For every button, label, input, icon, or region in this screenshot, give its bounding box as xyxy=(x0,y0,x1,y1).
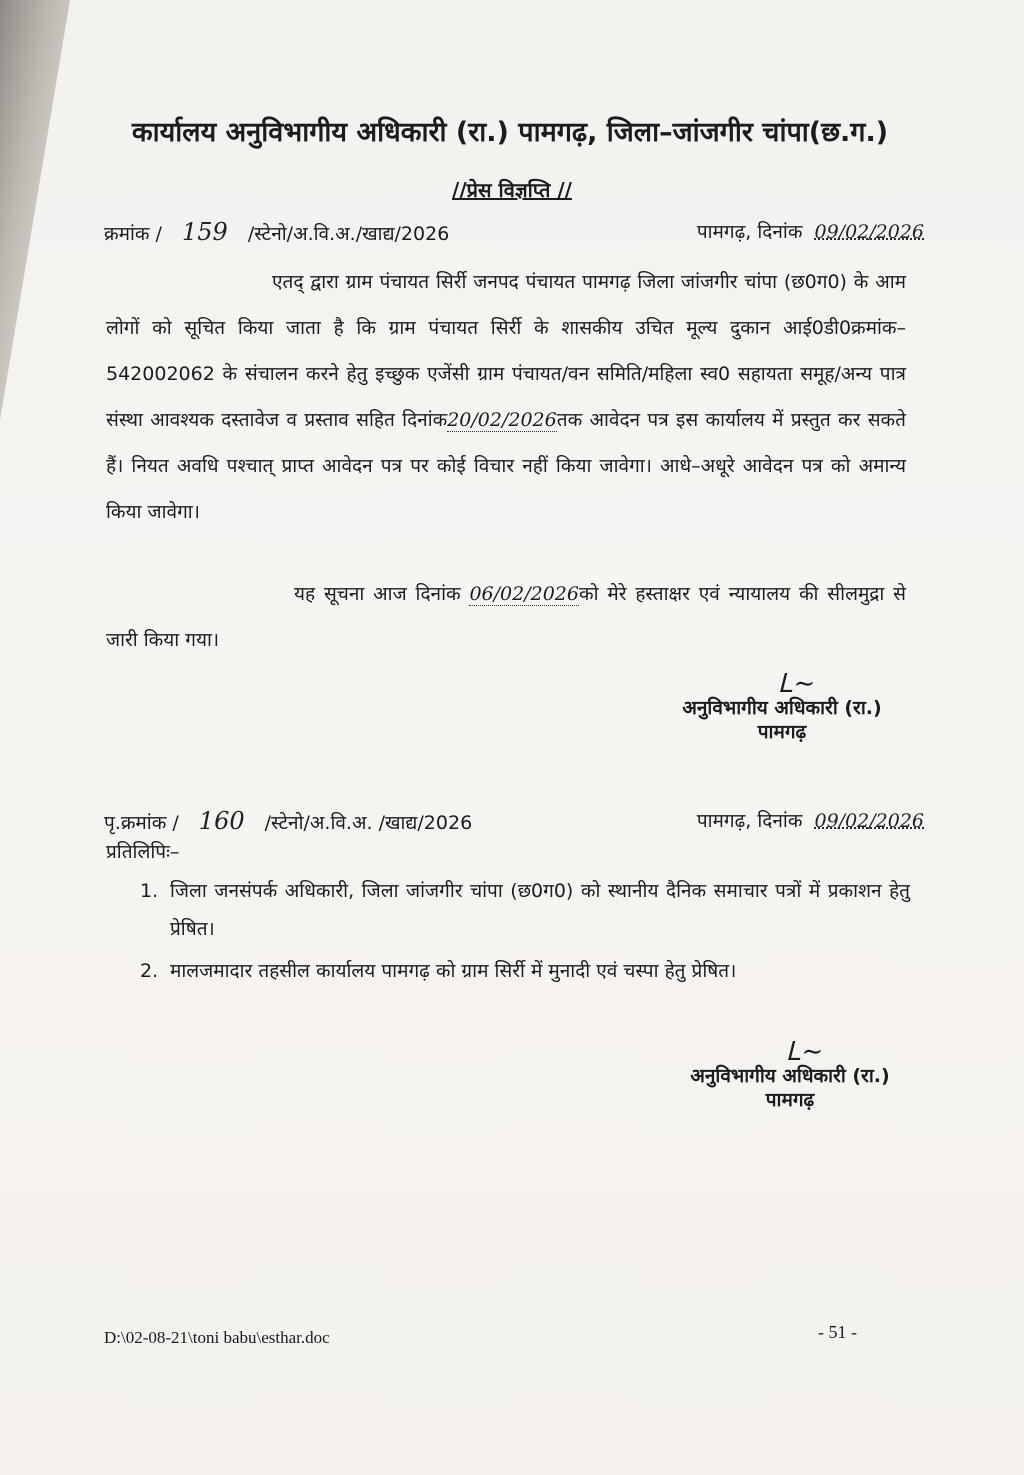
ref-number-handwritten: 159 xyxy=(181,218,228,246)
issue-date-handwritten: 06/02/2026 xyxy=(469,583,579,605)
ref-suffix: /स्टेनो/अ.वि.अ./खाद्य/2026 xyxy=(247,223,450,245)
list-item xyxy=(140,872,910,948)
list-item-text: जिला जनसंपर्क अधिकारी, जिला जांजगीर चांपा (छ0ग0) को स्थानीय दैनिक समाचार पत्रों में प्रकाशन हेतु प्रेषित। xyxy=(170,880,910,940)
list-number: 2. xyxy=(140,960,159,982)
signatory-designation-2: अनुविभागीय अधिकारी (रा.) xyxy=(690,1065,890,1087)
copy-place-date xyxy=(697,807,924,833)
issue-text-2: को मेरे हस्ताक्षर एवं न्यायालय की सीलमुद्रा से जारी किया गया। xyxy=(106,583,907,651)
office-title: कार्यालय अनुविभागीय अधिकारी (रा.) पामगढ़, जिला–जांजगीर चांपा(छ.ग.) xyxy=(131,117,889,148)
copy-reference-line xyxy=(104,807,924,835)
copy-ref-number-handwritten: 160 xyxy=(198,807,245,835)
copy-ref-prefix: पृ.क्रमांक / xyxy=(104,812,179,834)
notice-text-1: एतद् द्वारा ग्राम पंचायत सिर्री जनपद पंचायत पामगढ़ जिला जांजगीर चांपा (छ0ग0) के आम लोगों को सूचित किया जाता है कि ग्राम पंचायत सिर्री के शासकीय उचित मूल्य दुकान आई0डी0क्रमांक–542002062 के संचालन करने हेतु इच्छुक एजेंसी ग्राम पंचायत/वन समिति/महिला स्व0 सहायता समूह/अन्य पात्र संस्था आवश्यक दस्तावेज व प्रस्ताव सहित दिनांक xyxy=(106,271,906,431)
page-number: - 51 - xyxy=(818,1322,857,1342)
page-edge-shadow xyxy=(0,0,70,420)
issue-text-1: यह सूचना आज दिनांक xyxy=(294,583,461,605)
signature-block-2 xyxy=(660,1037,920,1112)
place-date-label: पामगढ़, दिनांक xyxy=(696,221,803,243)
reference-line xyxy=(104,218,924,246)
signature-scrawl-1: Ꮮ∼ xyxy=(778,669,816,699)
signatory-place-2: पामगढ़ xyxy=(765,1089,815,1111)
copy-heading: प्रतिलिपिः– xyxy=(106,841,180,863)
signature-block-1 xyxy=(652,669,912,744)
signature-scrawl-2: Ꮮ∼ xyxy=(786,1037,824,1067)
signatory-designation-1: अनुविभागीय अधिकारी (रा.) xyxy=(682,697,882,719)
signatory-place-1: पामगढ़ xyxy=(757,721,807,743)
copy-ref-suffix: /स्टेनो/अ.वि.अ. /खाद्य/2026 xyxy=(264,812,473,834)
list-item xyxy=(140,952,910,990)
press-release-heading: //प्रेस विज्ञप्ति // xyxy=(452,178,572,202)
notice-paragraph xyxy=(106,259,906,535)
list-number: 1. xyxy=(140,880,159,902)
place-date xyxy=(697,218,924,244)
date-handwritten: 09/02/2026 xyxy=(814,221,924,243)
last-date-handwritten: 20/02/2026 xyxy=(447,409,557,431)
list-item-text: मालजमादार तहसील कार्यालय पामगढ़ को ग्राम सिर्री में मुनादी एवं चस्पा हेतु प्रेषित। xyxy=(170,960,737,982)
issue-paragraph xyxy=(106,571,906,663)
notice-text-2: तक आवेदन पत्र इस कार्यालय में प्रस्तुत कर सकते हैं। नियत अवधि पश्चात् प्राप्त आवेदन पत्र पर कोई विचार नहीं किया जावेगा। आधे–अधूरे आवेदन पत्र को अमान्य किया जावेगा। xyxy=(106,409,906,523)
copy-date-handwritten: 09/02/2026 xyxy=(814,810,924,832)
copy-list xyxy=(140,872,910,994)
ref-prefix: क्रमांक / xyxy=(104,223,162,245)
file-path: D:\02-08-21\toni babu\esthar.doc xyxy=(104,1328,330,1347)
copy-place-date-label: पामगढ़, दिनांक xyxy=(696,810,803,832)
